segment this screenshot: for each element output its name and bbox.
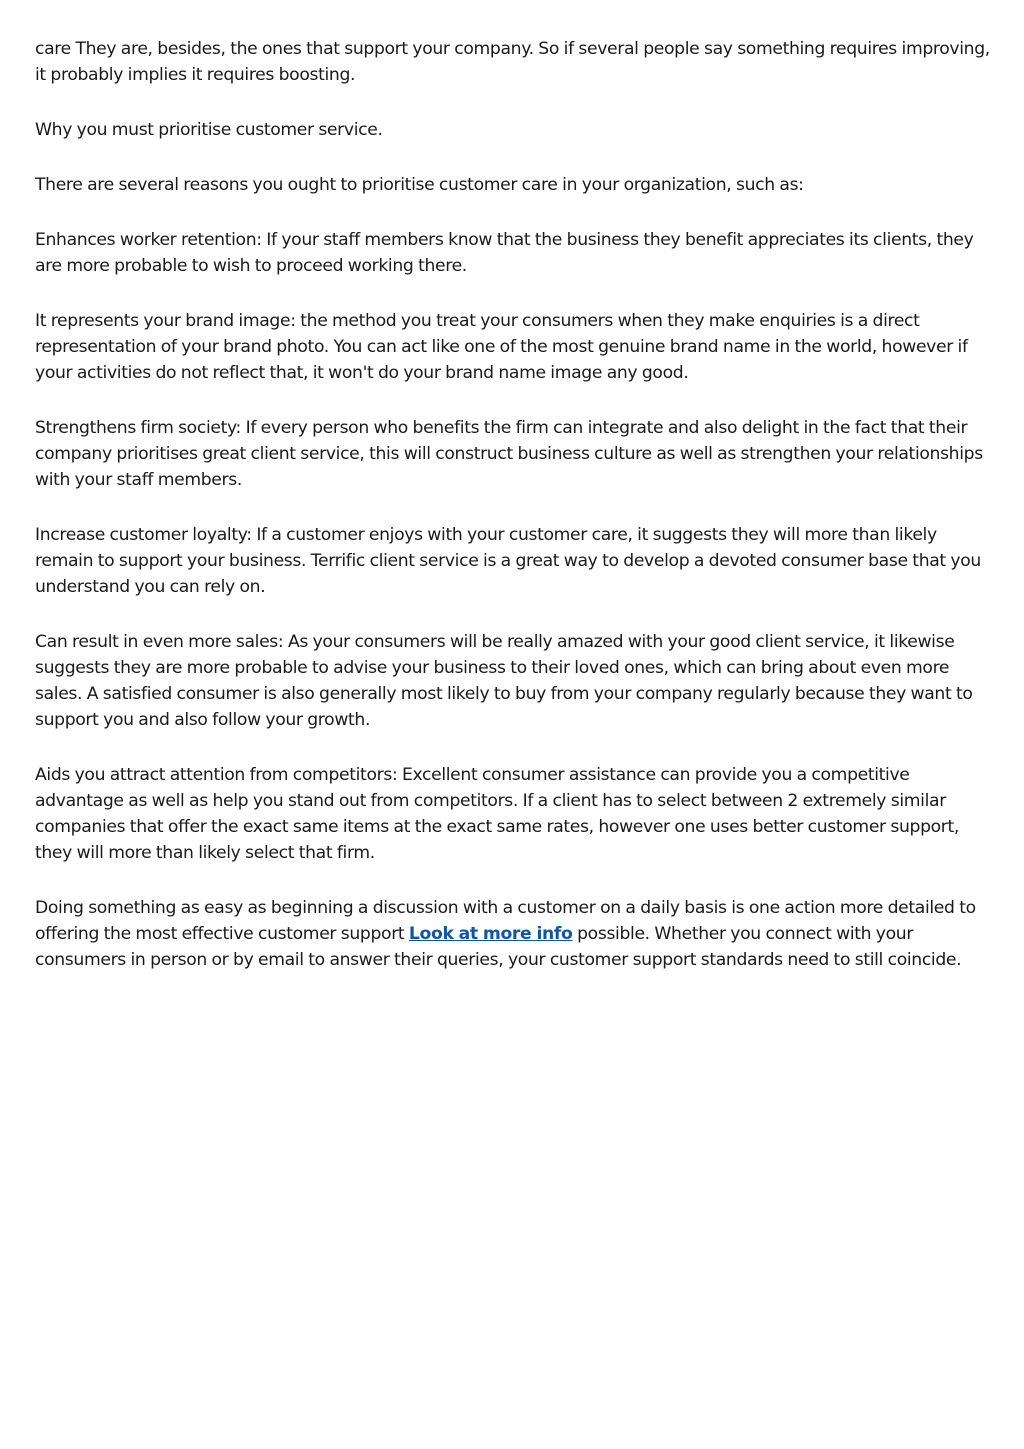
document-body: [35, 36, 995, 1002]
paragraph-brand-image: It represents your brand image: the method you treat your consumers when they make enquiries is a direct representation of your brand photo. You can act like one of the most genuine brand name in the world, however if your activities do not reflect that, it won't do your brand name image any good.: [35, 311, 968, 383]
paragraph-intro: care They are, besides, the ones that support your company. So if several people say something requires improving, it probably implies it requires boosting.: [35, 39, 990, 85]
final-text-before-link: Doing something as easy as beginning a discussion with a customer on a daily basis is one action more detailed to offering the most effective customer support: [35, 898, 976, 944]
look-at-more-info-link[interactable]: Look at more info: [408, 924, 573, 944]
paragraph-customer-loyalty: Increase customer loyalty: If a customer enjoys with your customer care, it suggests they will more than likely remain to support your business. Terrific client service is a great way to develop a devoted consumer base that you understand you can rely on.: [35, 525, 981, 597]
paragraph-reasons-intro: There are several reasons you ought to prioritise customer care in your organization, such as:: [35, 175, 804, 195]
paragraph-heading-why: Why you must prioritise customer service.: [35, 120, 383, 140]
final-text-after-link: possible. Whether you connect with your consumers in person or by email to answer their queries, your customer support standards need to still coincide.: [35, 924, 962, 970]
paragraph-worker-retention: Enhances worker retention: If your staff members know that the business they benefit appreciates its clients, they are more probable to wish to proceed working there.: [35, 230, 974, 276]
paragraph-firm-society: Strengthens firm society: If every person who benefits the firm can integrate and also delight in the fact that their company prioritises great client service, this will construct business culture as well as strengthen your relationships with your staff members.: [35, 418, 983, 490]
paragraph-final: [35, 895, 995, 973]
paragraph-competitors: Aids you attract attention from competitors: Excellent consumer assistance can provide you a competitive advantage as well as help you stand out from competitors. If a client has to select between 2 extremely similar companies that offer the exact same items at the exact same rates, however one uses better customer support, they will more than likely select that firm.: [35, 765, 960, 863]
paragraph-more-sales: Can result in even more sales: As your consumers will be really amazed with your good client service, it likewise suggests they are more probable to advise your business to their loved ones, which can bring about even more sales. A satisfied consumer is also generally most likely to buy from your company regularly because they want to support you and also follow your growth.: [35, 632, 973, 730]
